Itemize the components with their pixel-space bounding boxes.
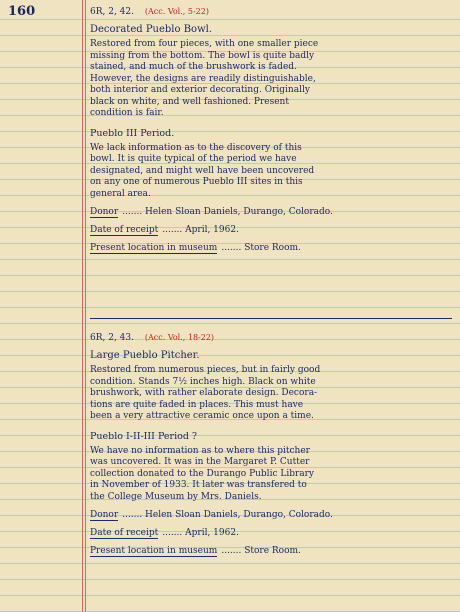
notes-line: designated, and might well have been uncovered [90,165,315,176]
donor-field [90,207,452,218]
catalog-line [90,332,452,344]
date-field [90,225,452,236]
entry-title-line [90,350,452,361]
period-heading: Pueblo I-II-III Period ? [90,430,198,442]
margin-line [82,0,83,612]
date-label: Date of receipt [90,528,159,538]
entry-title-line [90,24,452,35]
notes-line: on any one of numerous Pueblo III sites in this [90,177,303,187]
location-value: ....... Store Room. [221,243,301,253]
catalog-entry [90,6,452,254]
notes-line: was uncovered. It was in the Margaret P. Cutter [90,457,310,467]
description-line: tions are quite faded in places. This must have [90,399,304,410]
location-field [90,243,452,254]
date-value: ....... April, 1962. [162,225,239,235]
catalog-number: 6R, 2, 43. [90,333,134,343]
description-line: Restored from numerous pieces, but in fairly good [90,365,321,375]
donor-value: ....... Helen Sloan Daniels, Durango, Colorado. [122,510,333,520]
notes-paragraph [90,446,452,504]
page-number: 160 [8,4,36,19]
entry-title: Decorated Pueblo Bowl. [90,24,213,35]
notes-line: the College Museum by Mrs. Daniels. [90,491,262,502]
description-paragraph [90,39,452,120]
notes-line: collection donated to the Durango Public Library [90,468,315,479]
period-heading: Pueblo III Period. [90,127,175,139]
date-field [90,528,452,539]
description-line: stained, and much of the brushwork is faded. [90,62,297,72]
location-value: ....... Store Room. [221,546,301,556]
description-line: both interior and exterior decorating. Originally [90,85,310,95]
date-value: ....... April, 1962. [162,528,239,538]
catalog-line [90,6,452,18]
description-line: missing from the bottom. The bowl is quite badly [90,50,315,61]
donor-value: ....... Helen Sloan Daniels, Durango, Colorado. [122,207,333,217]
description-line: However, the designs are readily distinguishable, [90,73,316,84]
notes-line: bowl. It is quite typical of the period we have [90,154,297,164]
entry-title: Large Pueblo Pitcher. [90,350,200,361]
description-line: condition. Stands 7½ inches high. Black on white [90,376,316,387]
description-line: Restored from four pieces, with one smaller piece [90,39,319,49]
entry-divider [90,318,452,319]
period-heading-line [90,128,452,139]
donor-label: Donor [90,510,119,520]
description-line: brushwork, with rather elaborate design. Decora- [90,388,318,398]
description-line: condition is fair. [90,108,164,118]
donor-label: Donor [90,207,119,217]
location-label: Present location in museum [90,243,218,253]
description-line: black on white, and well fashioned. Present [90,96,289,107]
catalog-entry [90,332,452,557]
description-paragraph [90,365,452,423]
notes-line: in November of 1933. It later was transfered to [90,480,307,490]
notes-line: We lack information as to the discovery of this [90,142,302,153]
notes-line: We have no information as to where this pitcher [90,445,310,456]
description-line: been a very attractive ceramic once upon a time. [90,411,314,421]
location-field [90,546,452,557]
location-label: Present location in museum [90,546,218,556]
catalog-number: 6R, 2, 42. [90,7,134,17]
donor-field [90,510,452,521]
period-heading-line [90,431,452,442]
date-label: Date of receipt [90,225,159,235]
notes-paragraph [90,143,452,201]
accession-reference: (Acc. Vol., 18-22) [144,333,215,342]
margin-line [85,0,86,612]
notes-line: general area. [90,188,151,199]
accession-reference: (Acc. Vol., 5-22) [144,7,209,16]
